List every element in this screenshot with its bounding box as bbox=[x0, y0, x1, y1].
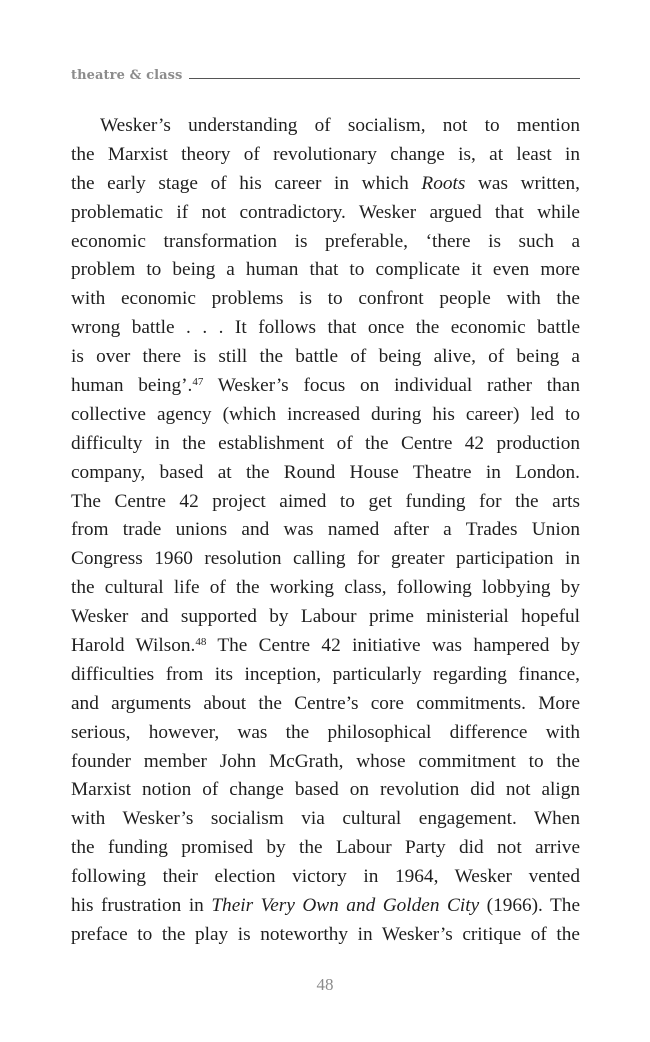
text-line bbox=[71, 228, 580, 257]
text-run: difficulties from its inception, particularly regarding finance, bbox=[71, 663, 580, 685]
italic-title: Roots bbox=[421, 172, 466, 194]
footnote-marker: 48 bbox=[195, 635, 207, 648]
text-line bbox=[71, 285, 580, 314]
text-run: his frustration in bbox=[71, 895, 212, 917]
running-head-title: theatre & class bbox=[71, 67, 183, 83]
running-head-rule bbox=[189, 78, 580, 79]
text-line bbox=[71, 661, 580, 690]
text-line bbox=[71, 574, 580, 603]
text-run: was written, bbox=[465, 172, 581, 194]
running-head bbox=[71, 64, 580, 86]
text-run: wrong battle . . . It follows that once the economic battle bbox=[71, 317, 580, 339]
text-line bbox=[71, 170, 580, 199]
text-line bbox=[71, 516, 580, 545]
footnote-marker: 47 bbox=[192, 375, 204, 388]
text-line bbox=[71, 256, 580, 285]
text-run: collective agency (which increased during his career) led to bbox=[71, 403, 580, 425]
text-line bbox=[71, 632, 580, 661]
text-run: difficulty in the establishment of the Centre 42 production bbox=[71, 432, 580, 454]
page-number: 48 bbox=[316, 975, 334, 994]
text-line bbox=[71, 459, 580, 488]
text-run: is over there is still the battle of being alive, of being a bbox=[71, 346, 580, 368]
text-run: Marxist notion of change based on revolution did not align bbox=[71, 779, 580, 801]
text-run: serious, however, was the philosophical difference with bbox=[71, 721, 580, 743]
text-run: Harold Wilson. bbox=[71, 635, 196, 657]
text-line bbox=[71, 690, 580, 719]
text-run: The Centre 42 initiative was hampered by bbox=[206, 635, 580, 657]
text-line bbox=[71, 776, 580, 805]
italic-title: Their Very Own and Golden City bbox=[211, 895, 480, 917]
text-run: founder member John McGrath, whose commitment to the bbox=[71, 750, 580, 772]
text-line bbox=[71, 805, 580, 834]
text-run: the early stage of his career in which bbox=[71, 172, 422, 194]
text-line bbox=[71, 314, 580, 343]
text-run: with Wesker’s socialism via cultural engagement. When bbox=[71, 808, 580, 830]
body-text bbox=[71, 112, 580, 950]
text-run: human being’. bbox=[71, 375, 193, 397]
text-line bbox=[71, 921, 580, 950]
text-line bbox=[71, 343, 580, 372]
text-run: Congress 1960 resolution calling for greater participation in bbox=[71, 548, 580, 570]
text-line bbox=[71, 112, 580, 141]
text-line bbox=[71, 719, 580, 748]
text-line bbox=[71, 892, 580, 921]
text-run: the Marxist theory of revolutionary change is, at least in bbox=[71, 143, 580, 165]
text-run: Wesker and supported by Labour prime ministerial hopeful bbox=[71, 606, 580, 628]
text-run: economic transformation is preferable, ‘there is such a bbox=[71, 230, 580, 252]
text-run: following their election victory in 1964, Wesker vented bbox=[71, 866, 580, 888]
text-line bbox=[71, 545, 580, 574]
text-run: preface to the play is noteworthy in Wesker’s critique of the bbox=[71, 923, 580, 945]
text-line bbox=[71, 372, 580, 401]
text-line bbox=[71, 748, 580, 777]
text-run: the cultural life of the working class, following lobbying by bbox=[71, 577, 580, 599]
text-run: problematic if not contradictory. Wesker argued that while bbox=[71, 201, 580, 223]
text-run: (1966). The bbox=[479, 895, 580, 917]
text-run: and arguments about the Centre’s core commitments. More bbox=[71, 692, 580, 714]
text-run: Wesker’s understanding of socialism, not to mention bbox=[100, 115, 580, 136]
text-line bbox=[71, 199, 580, 228]
text-line bbox=[71, 430, 580, 459]
text-line bbox=[71, 401, 580, 430]
text-run: the funding promised by the Labour Party did not arrive bbox=[71, 837, 580, 859]
text-run: Wesker’s focus on individual rather than bbox=[203, 375, 580, 397]
text-run: problem to being a human that to complicate it even more bbox=[71, 259, 580, 281]
text-run: company, based at the Round House Theatre in London. bbox=[71, 461, 580, 483]
text-line bbox=[71, 834, 580, 863]
text-line bbox=[71, 141, 580, 170]
text-run: from trade unions and was named after a Trades Union bbox=[71, 519, 580, 541]
text-line bbox=[71, 488, 580, 517]
text-run: The Centre 42 project aimed to get funding for the arts bbox=[71, 490, 580, 512]
text-line bbox=[71, 603, 580, 632]
text-run: with economic problems is to confront people with the bbox=[71, 288, 580, 310]
text-line bbox=[71, 863, 580, 892]
